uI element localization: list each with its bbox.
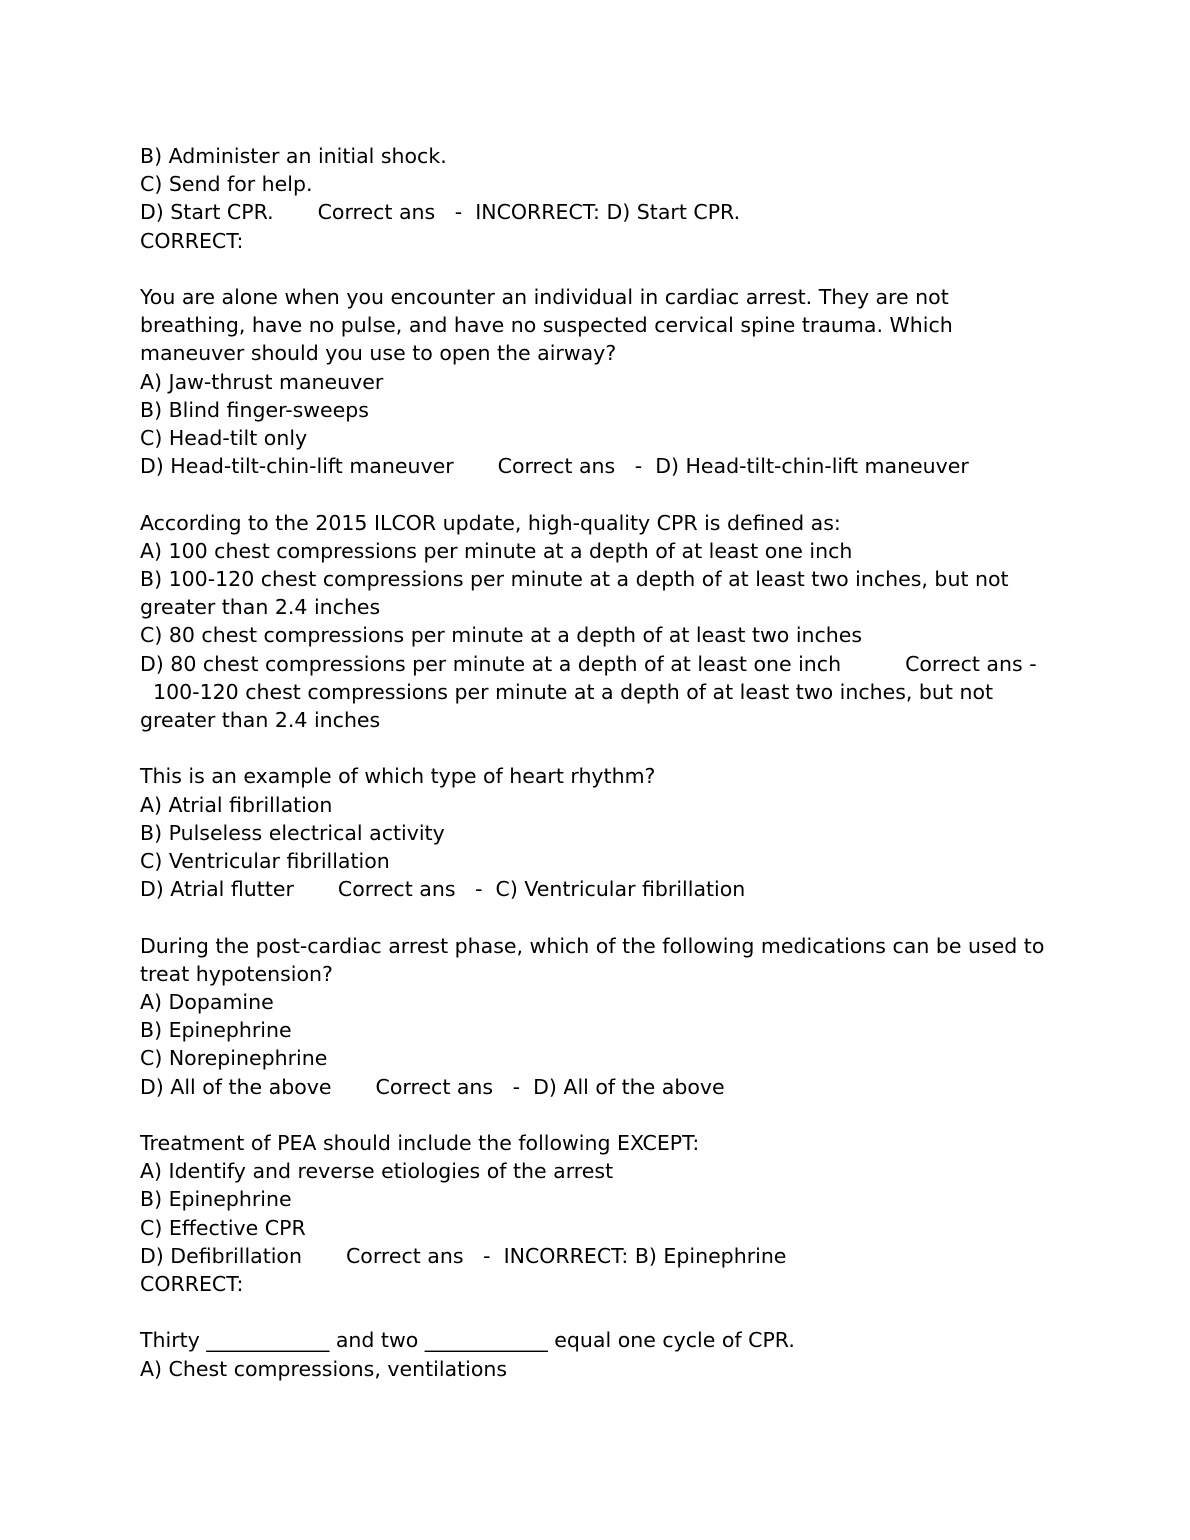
answer-text: INCORRECT: D) Start CPR. (475, 200, 741, 225)
spacer (140, 480, 1060, 508)
option-d: D) 80 chest compressions per minute at a depth of at least one inch (140, 651, 842, 676)
question-block-5 (140, 1129, 1060, 1298)
answer-label: Correct ans (345, 1243, 464, 1268)
option-a: A) Identify and reverse etiologies of the arrest (140, 1159, 614, 1184)
option-d-with-answer (140, 452, 1060, 480)
option-d: D) All of the above (140, 1074, 332, 1099)
option-a: A) Chest compressions, ventilations (140, 1356, 508, 1381)
spacer (140, 1101, 1060, 1129)
question-text: Thirty ____________ and two ____________ equal one cycle of CPR. (140, 1328, 795, 1353)
option-b: B) Pulseless electrical activity (140, 820, 445, 845)
option-b: B) Blind finger-sweeps (140, 397, 369, 422)
spacer (140, 734, 1060, 762)
question-block-4 (140, 932, 1060, 1101)
answer-separator: - (475, 877, 483, 902)
option-c: C) Send for help. (140, 172, 313, 197)
answer-separator: - (1029, 651, 1037, 676)
spacer (140, 1298, 1060, 1326)
option-d-with-answer (140, 650, 1060, 735)
question-block-3 (140, 762, 1060, 903)
question-text: You are alone when you encounter an individual in cardiac arrest. They are not breathing, have no pulse, and have no suspected cervical spine trauma. Which maneuver should you use to open the airway? (140, 285, 953, 366)
question-block-intro (140, 142, 1060, 255)
spacer (140, 903, 1060, 931)
option-d: D) Atrial flutter (140, 877, 294, 902)
option-c: C) Head-tilt only (140, 426, 308, 451)
answer-text: 100-120 chest compressions per minute at a depth of at least two inches, but not greater than 2.4 inches (140, 679, 994, 733)
option-c: C) Ventricular fibrillation (140, 849, 390, 874)
answer-text: D) Head-tilt-chin-lift maneuver (655, 454, 969, 479)
option-d: D) Start CPR. (140, 200, 274, 225)
option-a: A) Jaw-thrust maneuver (140, 369, 384, 394)
option-a: A) Atrial fibrillation (140, 792, 333, 817)
option-b: B) Administer an initial shock. (140, 144, 447, 168)
spacer (140, 255, 1060, 283)
answer-text: D) All of the above (533, 1074, 725, 1099)
option-c: C) Norepinephrine (140, 1046, 328, 1071)
document-page (140, 142, 1060, 1383)
option-b: B) Epinephrine (140, 1187, 292, 1212)
option-c: C) 80 chest compressions per minute at a depth of at least two inches (140, 623, 863, 648)
correct-line: CORRECT: (140, 1272, 244, 1297)
option-a: A) Dopamine (140, 990, 274, 1015)
correct-line: CORRECT: (140, 228, 244, 253)
option-b: B) Epinephrine (140, 1018, 292, 1043)
answer-separator: - (512, 1074, 521, 1099)
option-d-with-answer (140, 198, 1060, 226)
option-d: D) Defibrillation (140, 1243, 302, 1268)
option-a: A) 100 chest compressions per minute at a depth of at least one inch (140, 538, 853, 563)
answer-separator: - (483, 1243, 491, 1268)
answer-label: Correct ans (375, 1074, 494, 1099)
question-block-1 (140, 283, 1060, 480)
answer-label: Correct ans (905, 651, 1023, 676)
answer-separator: - (634, 454, 643, 479)
answer-text: C) Ventricular fibrillation (495, 877, 746, 902)
answer-text: INCORRECT: B) Epinephrine (503, 1243, 787, 1268)
option-d-with-answer (140, 875, 1060, 903)
answer-label: Correct ans (497, 454, 616, 479)
answer-separator: - (454, 200, 463, 225)
option-d-with-answer (140, 1242, 1060, 1270)
option-c: C) Effective CPR (140, 1215, 306, 1240)
question-block-6 (140, 1326, 1060, 1382)
question-block-2 (140, 509, 1060, 735)
question-text: This is an example of which type of heart rhythm? (140, 764, 656, 789)
question-text: Treatment of PEA should include the following EXCEPT: (140, 1131, 700, 1156)
option-b: B) 100-120 chest compressions per minute at a depth of at least two inches, but not greater than 2.4 inches (140, 567, 1009, 620)
option-d: D) Head-tilt-chin-lift maneuver (140, 454, 454, 479)
answer-label: Correct ans (337, 877, 456, 902)
answer-label: Correct ans (317, 200, 436, 225)
question-text: During the post-cardiac arrest phase, which of the following medications can be used to treat hypotension? (140, 933, 1045, 986)
option-d-with-answer (140, 1073, 1060, 1101)
question-text: According to the 2015 ILCOR update, high-quality CPR is defined as: (140, 510, 841, 535)
